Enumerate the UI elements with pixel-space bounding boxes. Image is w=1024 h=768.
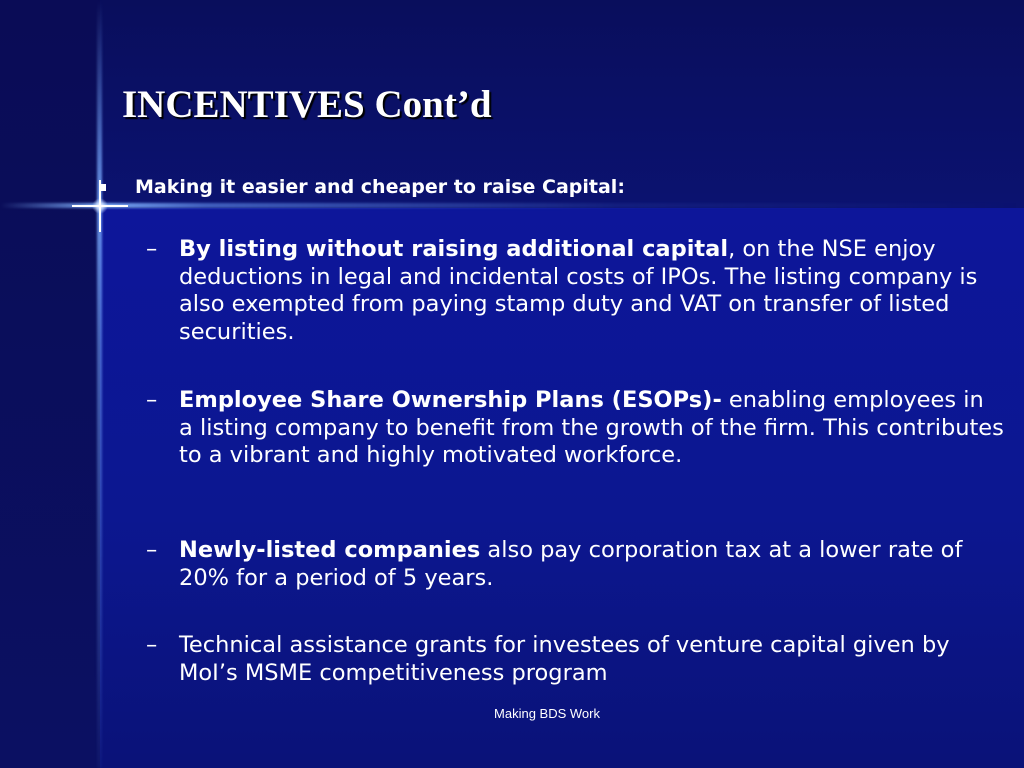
glow-vertical-line [97, 0, 102, 768]
slide-title: INCENTIVES Cont’d [122, 83, 492, 126]
sub-bullet-bold: By listing without raising additional capital [179, 236, 729, 262]
dash-marker: – [146, 537, 158, 563]
dash-marker: – [146, 387, 158, 413]
star-ray-horizontal [72, 205, 128, 207]
sub-bullet-body [179, 387, 1004, 470]
background-left-panel [0, 0, 100, 768]
dash-marker: – [146, 236, 158, 262]
sub-bullet-body [179, 537, 1004, 592]
slide-footer: Making BDS Work [494, 706, 600, 721]
sub-bullet-text: also pay corporation tax at a lower rate of 20% for a period of 5 years. [179, 537, 963, 591]
sub-bullet-body [179, 632, 1004, 687]
main-bullet-text: Making it easier and cheaper to raise Capital: [135, 176, 625, 198]
sub-bullet-text: Technical assistance grants for investees of venture capital given by MoI’s MSME competitiveness program [179, 632, 950, 686]
dash-marker: – [146, 632, 158, 658]
sub-bullet-bold: Employee Share Ownership Plans (ESOPs)- [179, 387, 722, 413]
glow-horizontal-line [0, 203, 1024, 208]
sub-bullet-bold: Newly-listed companies [179, 537, 481, 563]
square-bullet-icon [99, 184, 106, 191]
sub-bullet-body [179, 236, 1004, 346]
sub-bullet-text: , on the NSE enjoy deductions in legal and incidental costs of IPOs. The listing company is also exempted from paying stamp duty and VAT on transfer of listed securities. [179, 236, 978, 345]
sub-bullet-text: enabling employees in a listing company to benefit from the growth of the firm. This contributes to a vibrant and highly motivated workforce. [179, 387, 1004, 468]
